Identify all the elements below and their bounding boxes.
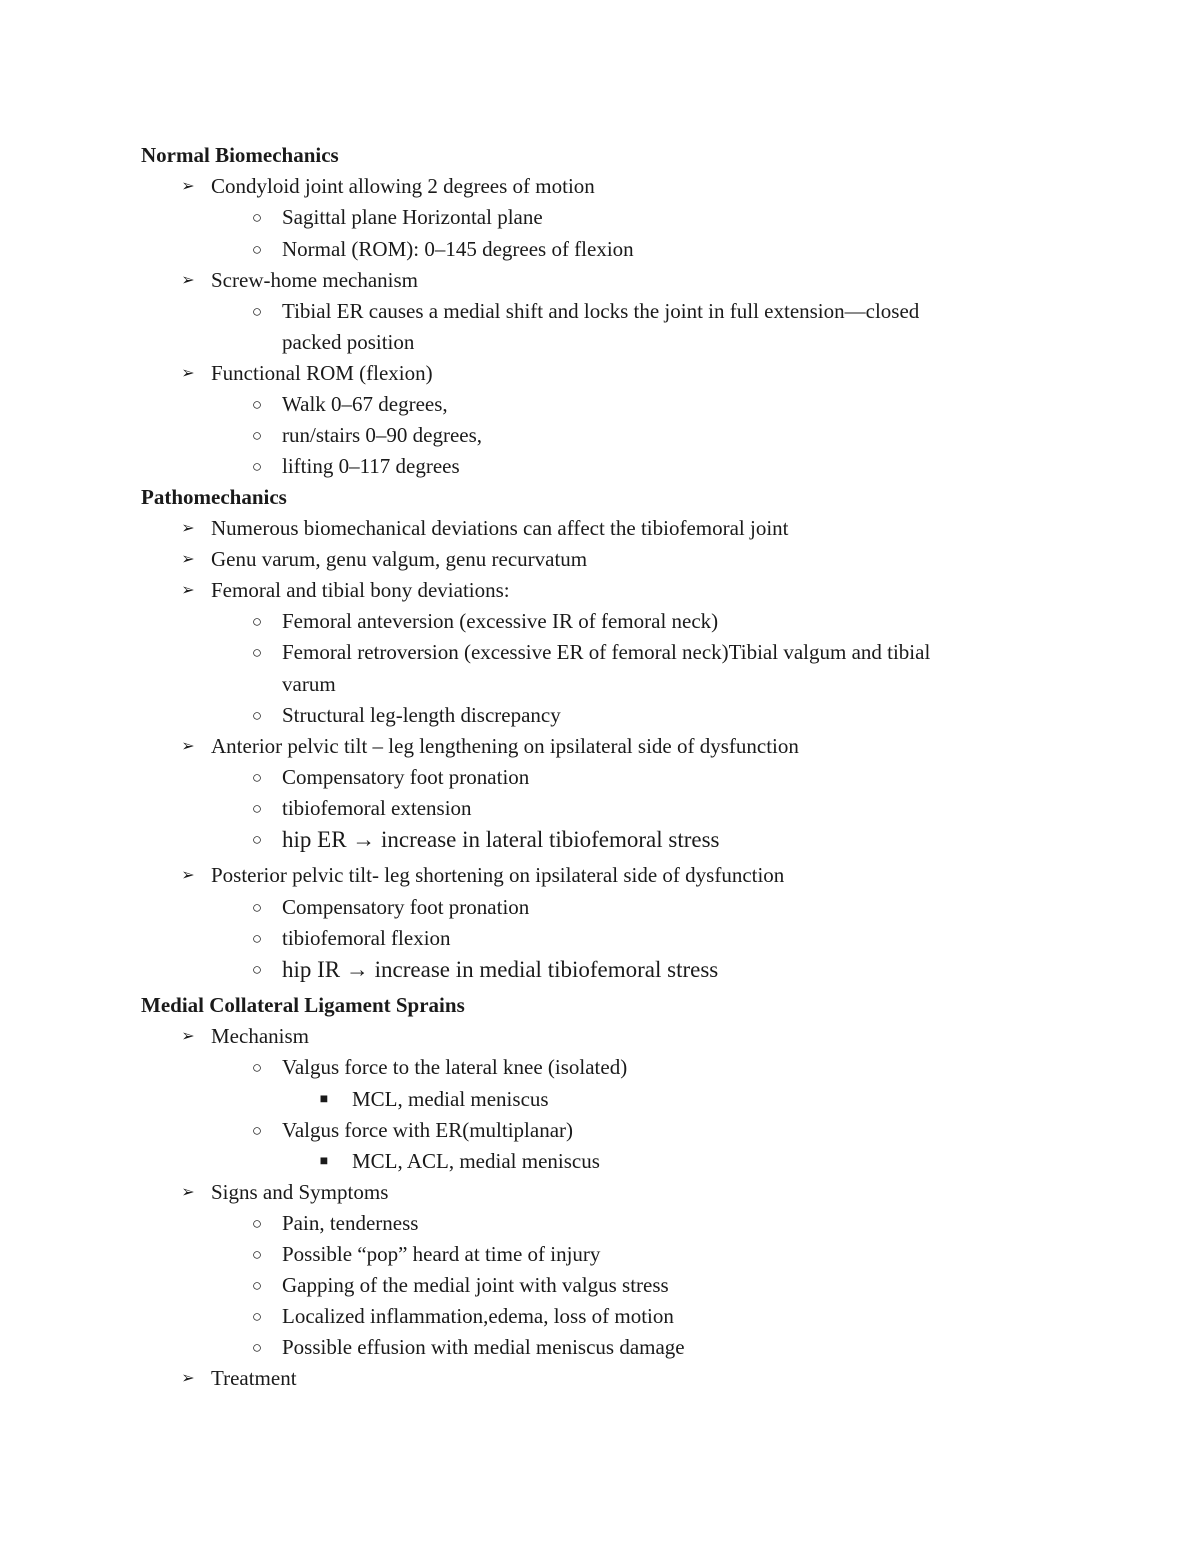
list-item-text: Pain, tenderness [282,1211,419,1235]
circle-bullet-icon: ○ [251,302,263,321]
list-item-text: Femoral anteversion (excessive IR of femoral neck) [282,609,719,633]
list-item-text: Genu varum, genu valgum, genu recurvatum [211,547,588,571]
list-item [0,892,1200,923]
list-item-text: Condyloid joint allowing 2 degrees of motion [211,174,595,198]
list-item-text: Valgus force with ER(multiplanar) [282,1118,574,1142]
list-item [0,700,1200,731]
list-item-text: lifting 0–117 degrees [282,454,460,478]
circle-bullet-icon: ○ [251,395,263,414]
circle-bullet-icon: ○ [251,1058,263,1077]
arrow-bullet-icon: ➢ [181,582,195,599]
circle-bullet-icon: ○ [251,208,263,227]
list-item-text: Femoral retroversion (excessive ER of femoral neck)Tibial valgum and tibial [282,640,931,664]
list-item [0,234,1200,265]
arrow-bullet-icon: ➢ [181,551,195,568]
list-item-text: Structural leg-length discrepancy [282,703,561,727]
list-item [0,389,1200,420]
circle-bullet-icon: ○ [251,1214,263,1233]
list-item [0,1208,1200,1239]
list-item [0,358,1200,389]
list-item [0,1146,1200,1177]
arrow-bullet-icon: ➢ [181,738,195,755]
section-heading: Pathomechanics [141,485,287,509]
list-item [0,637,1200,668]
list-item [0,544,1200,575]
circle-bullet-icon: ○ [251,960,263,979]
list-item [0,731,1200,762]
list-item-text: Tibial ER causes a medial shift and locks the joint in full extension—closed [282,299,920,323]
list-item [0,1084,1200,1115]
list-item-text: Treatment [211,1366,297,1390]
list-item-text: Numerous biomechanical deviations can affect the tibiofemoral joint [211,516,789,540]
list-item-text: tibiofemoral flexion [282,926,451,950]
list-item-text: Normal (ROM): 0–145 degrees of flexion [282,237,634,261]
list-item-text: Possible effusion with medial meniscus damage [282,1335,685,1359]
arrow-bullet-icon: ➢ [181,178,195,195]
list-item [0,171,1200,202]
list-item [0,923,1200,954]
arrow-bullet-icon: ➢ [181,1184,195,1201]
arrow-bullet-icon: ➢ [181,365,195,382]
list-item [0,513,1200,544]
list-item-text: hip IR → increase in medial tibiofemoral stress [282,957,719,982]
arrow-bullet-icon: ➢ [181,272,195,289]
square-bullet-icon: ■ [319,1154,329,1169]
list-item-text: Signs and Symptoms [211,1180,389,1204]
list-item [0,202,1200,233]
list-item-continuation [0,669,1200,700]
list-item-text: Compensatory foot pronation [282,765,530,789]
list-item-text: run/stairs 0–90 degrees, [282,423,483,447]
arrow-bullet-icon: ➢ [181,1028,195,1045]
list-item [0,575,1200,606]
circle-bullet-icon: ○ [251,1338,263,1357]
square-bullet-icon: ■ [319,1092,329,1107]
list-item-text: Valgus force to the lateral knee (isolated) [282,1055,628,1079]
list-item-text: Localized inflammation,edema, loss of motion [282,1304,674,1328]
list-item-continuation [0,327,1200,358]
list-item-text: Mechanism [211,1024,309,1048]
list-item-text: packed position [282,330,415,354]
arrow-bullet-icon: ➢ [181,520,195,537]
list-item [0,265,1200,296]
list-item [0,1270,1200,1301]
list-item-text: hip ER → increase in lateral tibiofemoral stress [282,827,720,852]
list-item-text: Gapping of the medial joint with valgus stress [282,1273,669,1297]
circle-bullet-icon: ○ [251,457,263,476]
list-item-text: Posterior pelvic tilt- leg shortening on ipsilateral side of dysfunction [211,863,785,887]
arrow-bullet-icon: ➢ [181,1370,195,1387]
list-item [0,954,1200,985]
circle-bullet-icon: ○ [251,1307,263,1326]
list-item [0,606,1200,637]
list-item [0,1115,1200,1146]
list-item [0,1177,1200,1208]
circle-bullet-icon: ○ [251,426,263,445]
list-item [0,1021,1200,1052]
list-item-text: Compensatory foot pronation [282,895,530,919]
list-item-text: Sagittal plane Horizontal plane [282,205,543,229]
list-item [0,1239,1200,1270]
section-heading: Normal Biomechanics [141,143,339,167]
circle-bullet-icon: ○ [251,612,263,631]
list-item [0,1363,1200,1394]
list-item [0,793,1200,824]
list-item-text: tibiofemoral extension [282,796,472,820]
circle-bullet-icon: ○ [251,929,263,948]
list-item-text: Functional ROM (flexion) [211,361,433,385]
circle-bullet-icon: ○ [251,1245,263,1264]
list-item [0,860,1200,891]
list-item-text: Possible “pop” heard at time of injury [282,1242,601,1266]
circle-bullet-icon: ○ [251,706,263,725]
list-item [0,1332,1200,1363]
list-item [0,296,1200,327]
list-item-text: varum [282,672,336,696]
list-item-text: Femoral and tibial bony deviations: [211,578,510,602]
list-item-text: Screw-home mechanism [211,268,419,292]
circle-bullet-icon: ○ [251,643,263,662]
list-item [0,1301,1200,1332]
list-item-text: Anterior pelvic tilt – leg lengthening on ipsilateral side of dysfunction [211,734,799,758]
circle-bullet-icon: ○ [251,768,263,787]
list-item [0,762,1200,793]
list-item [0,420,1200,451]
list-item [0,824,1200,855]
list-item-text: MCL, ACL, medial meniscus [352,1149,600,1173]
circle-bullet-icon: ○ [251,898,263,917]
circle-bullet-icon: ○ [251,240,263,259]
circle-bullet-icon: ○ [251,830,263,849]
list-item-text: Walk 0–67 degrees, [282,392,448,416]
arrow-bullet-icon: ➢ [181,867,195,884]
list-item-text: MCL, medial meniscus [352,1087,549,1111]
circle-bullet-icon: ○ [251,799,263,818]
circle-bullet-icon: ○ [251,1276,263,1295]
section-heading: Medial Collateral Ligament Sprains [141,993,465,1017]
circle-bullet-icon: ○ [251,1121,263,1140]
list-item [0,1052,1200,1083]
list-item [0,451,1200,482]
